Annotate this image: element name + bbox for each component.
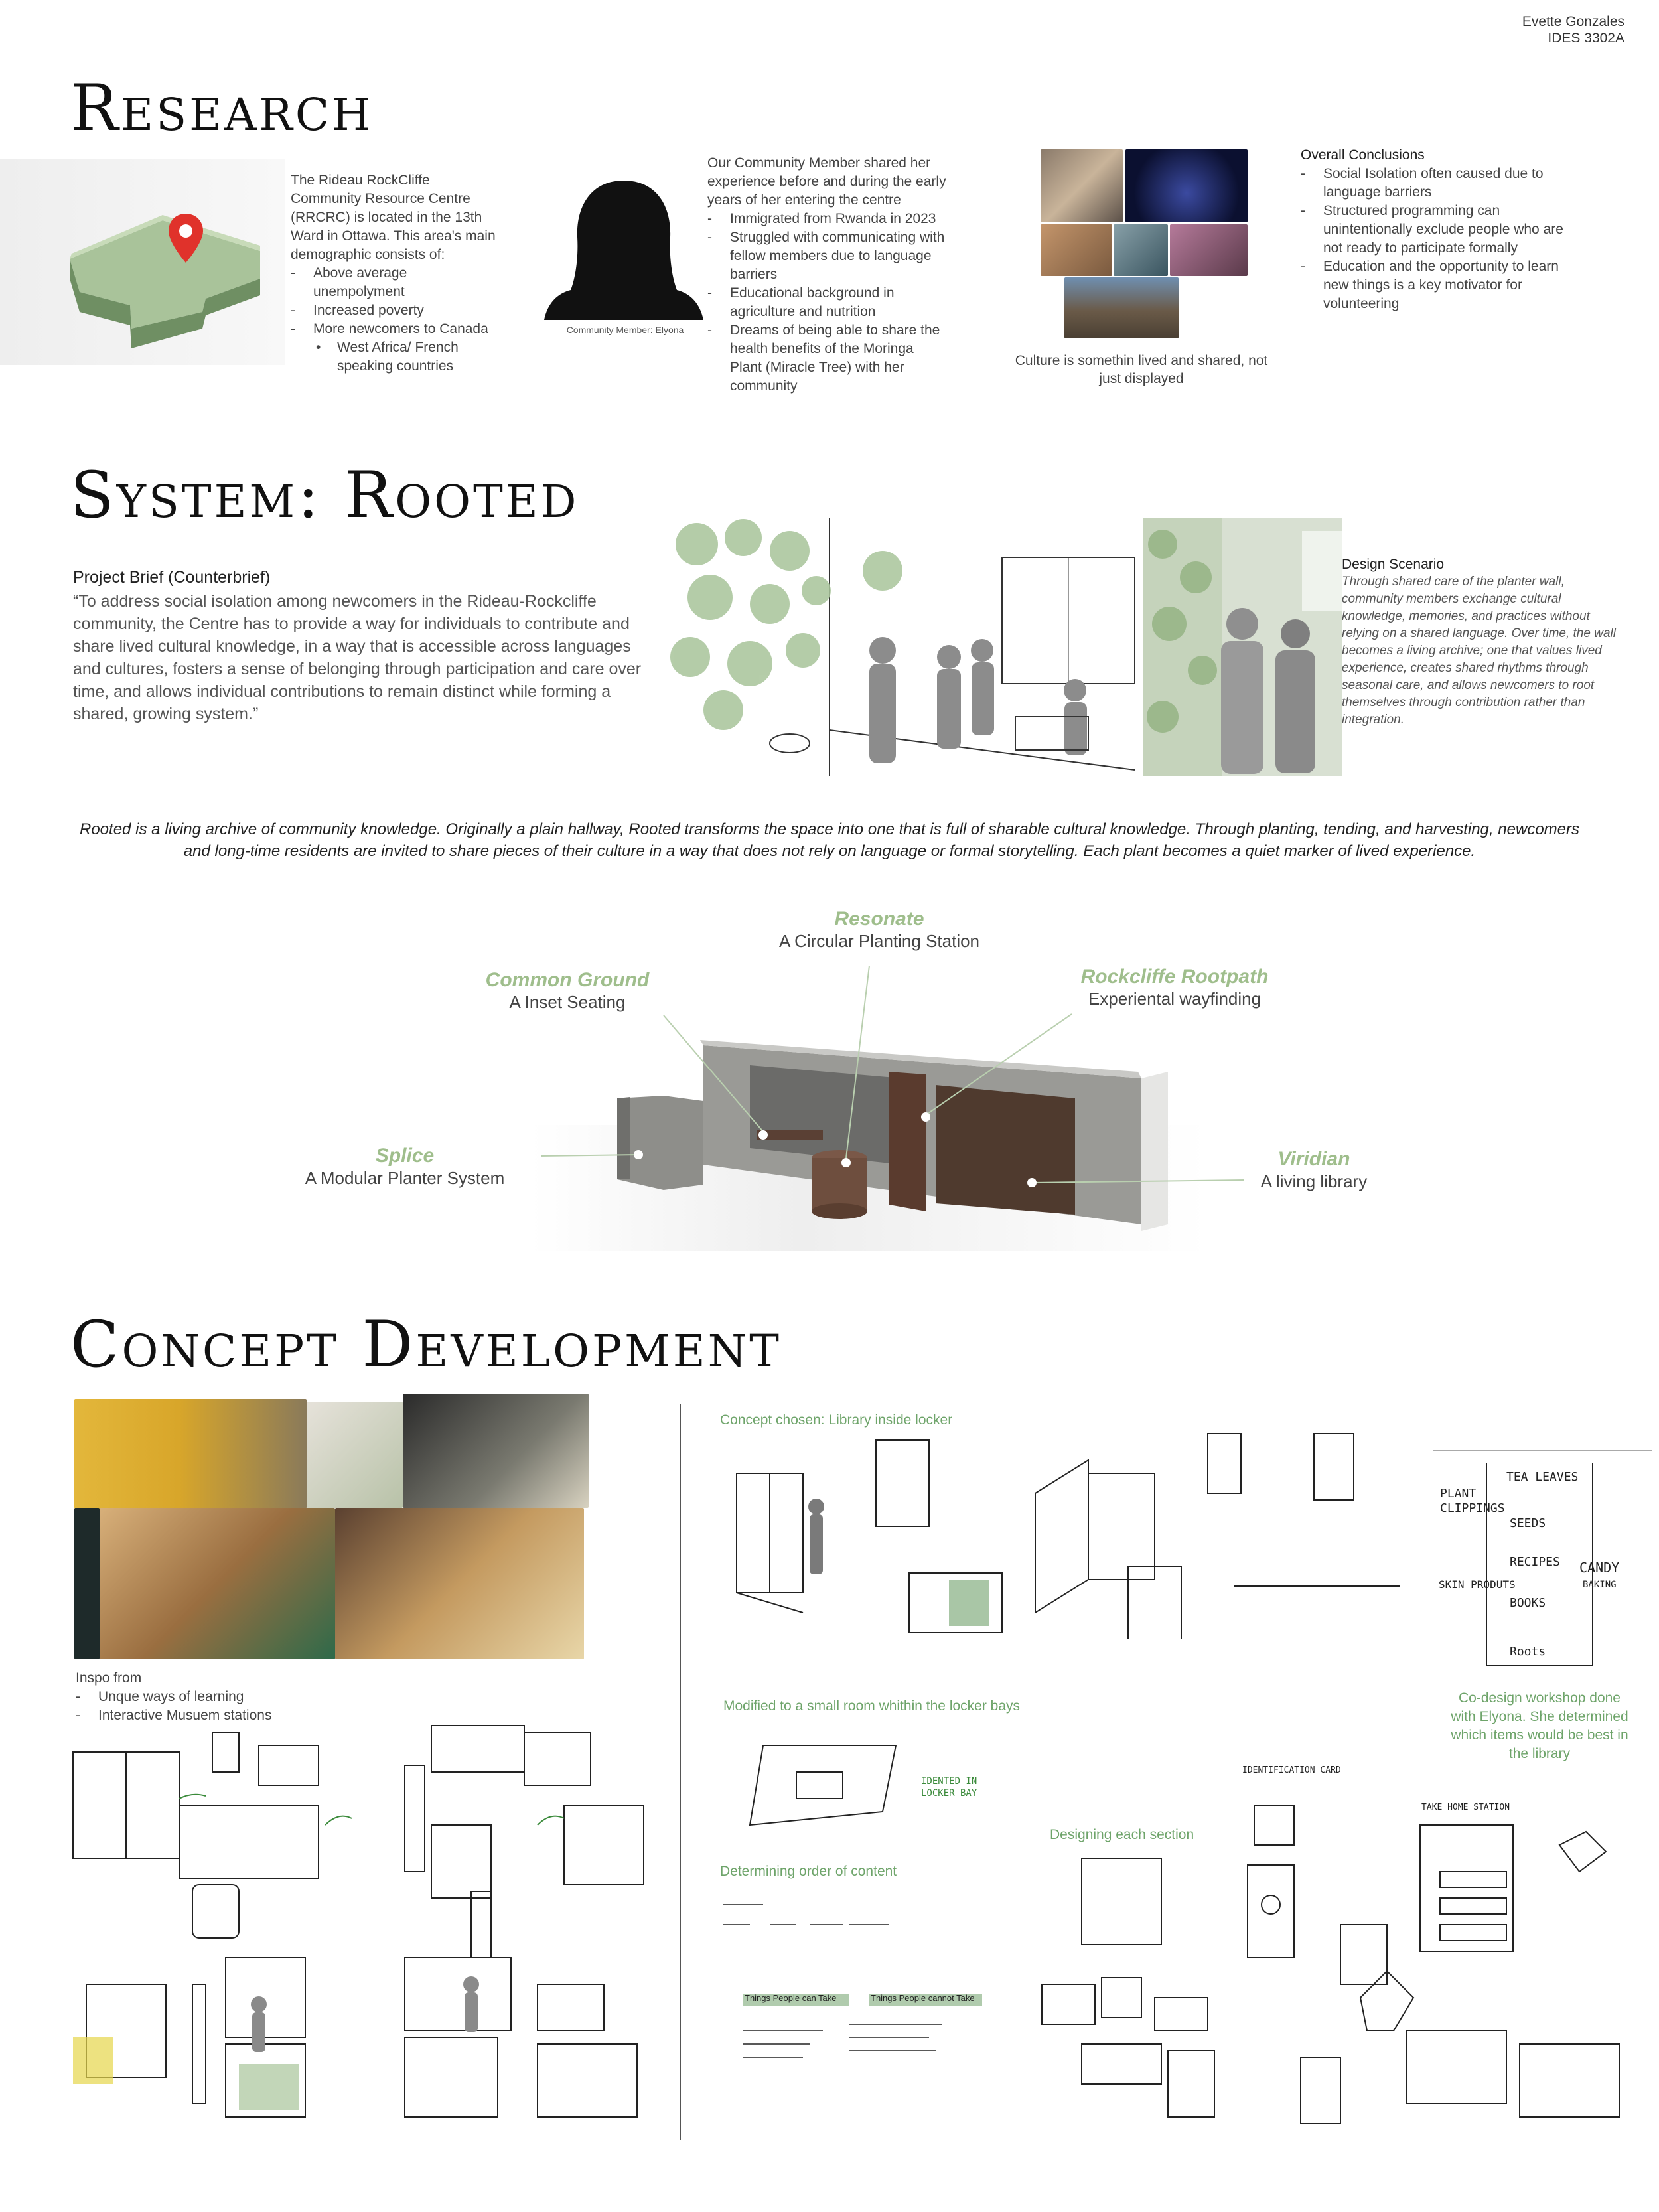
collage-photo xyxy=(1114,224,1168,276)
inspo-title: Inspo from xyxy=(76,1670,142,1686)
system-title: System: Rooted xyxy=(70,458,579,532)
inspo-item: - Unque ways of learning xyxy=(76,1688,341,1706)
member-point: - Educational background in agriculture and nutrition xyxy=(707,284,946,321)
sketch-note: IDENTED IN LOCKER BAY xyxy=(921,1776,977,1799)
component-splice xyxy=(272,1145,538,1189)
inspo-photo xyxy=(307,1402,403,1508)
component-name: Rockcliffe Rootpath xyxy=(1080,966,1269,988)
section-label-take-home: TAKE HOME STATION xyxy=(1421,1803,1510,1812)
conclusion-item: - Education and the opportunity to learn new things is a key motivator for volunteering xyxy=(1301,258,1579,313)
member-caption: Community Member: Elyona xyxy=(566,325,684,335)
component-name: Common Ground xyxy=(485,969,650,991)
inspo-photo xyxy=(335,1508,584,1659)
component-name: Resonate xyxy=(834,908,924,930)
author-name: Evette Gonzales xyxy=(1522,14,1624,29)
community-member-silhouette xyxy=(544,174,703,320)
member-point: - Dreams of being able to share the health benefits of the Moringa Plant (Miracle Tree) with her community xyxy=(707,321,946,396)
collage-photo xyxy=(1170,224,1248,276)
member-intro: Our Community Member shared her experience before and during the early years of her entering the centre xyxy=(707,155,946,208)
library-item-books: BOOKS xyxy=(1510,1596,1546,1610)
collage-photo xyxy=(1041,149,1123,222)
concept-chosen-label: Concept chosen: Library inside locker xyxy=(720,1412,953,1428)
section-divider xyxy=(680,1404,681,2140)
section-label-id-card: IDENTIFICATION CARD xyxy=(1242,1765,1341,1775)
small-room-sketch xyxy=(737,1732,936,1838)
design-scenario xyxy=(1342,556,1626,729)
demographics-list xyxy=(291,264,496,376)
inspo-photo xyxy=(74,1399,307,1509)
brief-text: “To address social isolation among newcomers in the Rideau-Rockcliffe community, the Centre has to provide a way for individuals to contribute and share lived cultural knowledge, in a way that is accessible across languages and cultures, fosters a sense of belonging through participation and care over time, and allows individual contributions to remain distinct while forming a shared, growing system.” xyxy=(73,592,642,723)
component-desc: A living library xyxy=(1260,1171,1368,1191)
scenario-title: Design Scenario xyxy=(1342,557,1445,572)
member-point: - Immigrated from Rwanda in 2023 xyxy=(707,210,946,228)
design-scenario-image xyxy=(1143,518,1342,776)
component-common-ground xyxy=(431,969,703,1013)
library-item-plant: PLANT CLIPPINGS xyxy=(1440,1487,1505,1515)
demographic-subitem: • West Africa/ French speaking countries xyxy=(291,338,496,376)
concept-title: Concept Development xyxy=(70,1307,782,1382)
member-point: - Struggled with communicating with fellow members due to language barriers xyxy=(707,228,946,284)
component-desc: A Circular Planting Station xyxy=(778,931,980,951)
component-viridian xyxy=(1214,1148,1413,1192)
collage-photo xyxy=(1041,224,1112,276)
component-name: Viridian xyxy=(1277,1148,1350,1170)
ideation-sketches xyxy=(60,1719,670,2130)
location-pin-icon xyxy=(166,212,206,265)
course-code: IDES 3302A xyxy=(1548,31,1624,46)
conclusions-block xyxy=(1301,146,1579,313)
component-desc: A Inset Seating xyxy=(509,992,626,1012)
inspo-photo xyxy=(403,1394,589,1508)
library-item-skin: SKIN PRODUTS xyxy=(1439,1578,1516,1591)
member-text xyxy=(707,154,946,396)
component-desc: Experiental wayfinding xyxy=(1088,989,1262,1009)
demographic-item: - Above average unempolyment xyxy=(291,264,496,301)
order-header-cannot-take: Things People cannot Take xyxy=(871,1993,975,2003)
inspo-photo xyxy=(100,1508,335,1659)
collage-photo xyxy=(1064,277,1179,338)
section-sketches xyxy=(1035,1765,1646,2137)
conclusions-list xyxy=(1301,165,1579,313)
project-brief xyxy=(73,568,657,725)
library-item-roots: Roots xyxy=(1510,1645,1546,1659)
locker-concept-sketch xyxy=(723,1427,1015,1639)
conclusions-title: Overall Conclusions xyxy=(1301,147,1425,163)
order-header-take: Things People can Take xyxy=(745,1993,837,2003)
location-text xyxy=(291,171,496,376)
modified-label: Modified to a small room whithin the locker bays xyxy=(723,1698,1021,1714)
component-rockcliffe-rootpath xyxy=(1035,966,1314,1009)
component-desc: A Modular Planter System xyxy=(305,1168,505,1188)
library-item-seeds: SEEDS xyxy=(1510,1516,1546,1530)
inspo-text xyxy=(76,1669,341,1725)
order-sketch xyxy=(717,1891,1009,2084)
map-graphic xyxy=(0,159,285,365)
library-item-candy: CANDY xyxy=(1579,1560,1620,1576)
library-list-sketch xyxy=(1427,1400,1619,1679)
author-block xyxy=(1522,13,1624,46)
demographic-item: - More newcomers to Canada xyxy=(291,320,496,338)
workshop-label: Co-design workshop done with Elyona. She determined which items would be best in the library xyxy=(1451,1690,1628,1761)
scenario-text: Through shared care of the planter wall, community members exchange cultural knowledge, memories, and practices without relying on a shared language. Over time, the wall becomes a living archive; one that values lived experience, creates shared rhythms through seasonal care, and allows newcomers to root themselves through contribution rather than integration. xyxy=(1342,575,1616,727)
sections-label: Designing each section xyxy=(1050,1827,1194,1842)
conclusion-item: - Social Isolation often caused due to language barriers xyxy=(1301,165,1579,202)
conclusion-item: - Structured programming can unintentionally exclude people who are not ready to participate formally xyxy=(1301,202,1579,258)
inspo-photo xyxy=(74,1508,100,1659)
location-intro: The Rideau RockCliffe Community Resource Centre (RRCRC) is located in the 13th Ward in Ottawa. This area's main demographic consists of: xyxy=(291,173,496,262)
planter-wall-sketch xyxy=(670,518,1135,776)
rooted-summary: Rooted is a living archive of community knowledge. Originally a plain hallway, Rooted transforms the space into one that is full of sharable cultural knowledge. Through planting, tending, and harvesting, newcomers and long-time residents are invited to share pieces of their culture in a way that does not rely on language or formal storytelling. Each plant becomes a quiet marker of lived experience. xyxy=(80,820,1579,860)
component-resonate xyxy=(730,908,1029,952)
demographic-item: - Increased poverty xyxy=(291,301,496,320)
member-points-list xyxy=(707,210,946,396)
order-label: Determining order of content xyxy=(720,1864,897,1879)
collage-photo xyxy=(1125,149,1248,222)
brief-title: Project Brief (Counterbrief) xyxy=(73,568,271,587)
library-item-baking: BAKING xyxy=(1583,1580,1617,1590)
library-item-tea: TEA LEAVES xyxy=(1506,1470,1579,1484)
shelf-sketch xyxy=(1029,1420,1400,1639)
photo-caption: Culture is somethin lived and shared, not just displayed xyxy=(1015,353,1268,386)
research-title: Research xyxy=(70,71,374,145)
component-name: Splice xyxy=(375,1145,435,1167)
library-item-recipes: RECIPES xyxy=(1510,1555,1560,1569)
inspo-item: - Interactive Musuem stations xyxy=(76,1706,341,1725)
